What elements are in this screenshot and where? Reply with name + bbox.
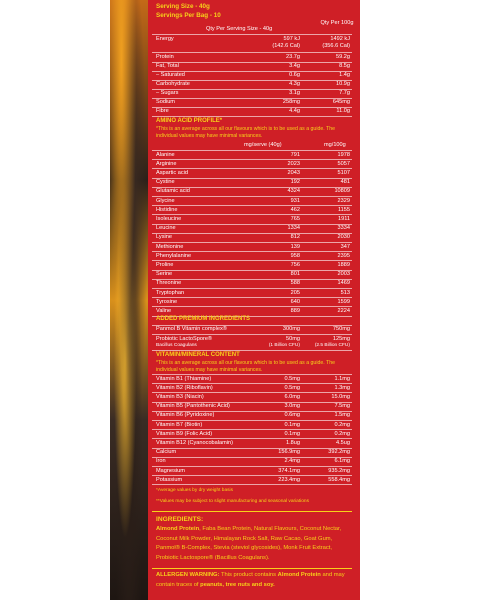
row-label: Vitamin B12 (Cyanocobalamin) (156, 439, 234, 446)
value-per-serving: 588 (290, 280, 300, 287)
vitamin-row (152, 430, 352, 439)
allergen-label: ALLERGEN WARNING: (156, 572, 220, 578)
amino-row (152, 215, 352, 224)
nip-header-100g: Qty Per 100g (320, 20, 354, 26)
value-per-serving: 0.6g (289, 72, 300, 78)
vitamin-row (152, 393, 352, 402)
row-label: Phenylalanine (156, 252, 192, 259)
amino-row (152, 233, 352, 242)
value-per-serving: 192 (290, 179, 300, 186)
value-per-100g: 10809 (334, 188, 350, 195)
value-per-100g: 481 (340, 179, 350, 186)
value-per-100g: 513 (340, 289, 350, 296)
amino-header-100g: mg/100g (324, 142, 346, 148)
value-per-serving: 223.4mg (278, 476, 300, 483)
row-label: Aspartic acid (156, 169, 189, 176)
amino-row (152, 298, 352, 307)
amino-row (152, 270, 352, 279)
value-per-100g: 6.1mg (334, 458, 350, 465)
value-per-serving: 756 (290, 261, 300, 268)
premium-label: Probiotic LactoSpore® (156, 336, 213, 342)
product-photo-strip (110, 0, 148, 600)
value-per-serving: 258mg (282, 99, 300, 105)
value-per-100g: 935.2mg (328, 467, 350, 474)
value-per-serving: 0.1mg (284, 430, 300, 437)
value-per-serving: 597 kJ (283, 36, 300, 42)
row-label: Vitamin B7 (Biotin) (156, 421, 203, 428)
ingredients-text (156, 525, 354, 563)
nutrition-row (152, 71, 352, 80)
nutrient-label: Energy (156, 36, 174, 42)
value-per-serving: 3.0mg (284, 403, 300, 410)
vitamin-title: VITAMIN/MINERAL CONTENT (156, 352, 240, 358)
value-per-100g: 7.5mg (334, 403, 350, 410)
premium-row (152, 325, 352, 334)
value-per-serving: 156.9mg (278, 449, 300, 456)
row-label: Threonine (156, 280, 182, 287)
value-per-100g: 11.0g (336, 108, 350, 114)
value-per-100g: 5057 (337, 160, 350, 167)
value-per-serving: 0.5mg (284, 375, 300, 382)
row-label: Vitamin B5 (Pantothenic Acid) (156, 403, 230, 410)
ingredient-list: , Faba Bean Protein, Natural Flavours, Coconut Nectar, Coconut Milk Powder, Himalayan Rock Salt, Raw Cacao, Goat Gum, Panmol® B-Complex, Stevia (steviol glycosides), Monk Fruit Extract, Probiotic Lactospore® (Bacillus Coagulans). (156, 526, 342, 561)
serving-size: Serving Size - 40g (156, 3, 210, 10)
nutrient-label: Carbohydrate (156, 81, 190, 87)
vitamin-row (152, 375, 352, 384)
value-per-100g: 15.0mg (331, 393, 350, 400)
value-per-100g: 645mg (332, 99, 350, 105)
value-per-serving: 640 (290, 298, 300, 305)
value-per-100g: 0.2mg (334, 430, 350, 437)
value-per-serving: 931 (290, 197, 300, 204)
value-per-serving: 374.1mg (278, 467, 300, 474)
value-per-100g: 347 (340, 243, 350, 250)
divider (152, 116, 352, 117)
value-per-100g: 1.4g (339, 72, 350, 78)
amino-row (152, 224, 352, 233)
value-per-serving: 801 (290, 271, 300, 278)
value-per-100g: 1155 (337, 206, 350, 213)
value-per-100g: 1978 (337, 151, 350, 158)
value-per-serving: 2043 (287, 169, 300, 176)
value-per-serving: 889 (290, 307, 300, 314)
premium-row-sub (152, 341, 352, 350)
value-per-serving: 958 (290, 252, 300, 259)
value-per-serving: 1.8ug (286, 439, 300, 446)
row-label: Vitamin B2 (Riboflavin) (156, 384, 213, 391)
row-label: Glycine (156, 197, 175, 204)
amino-row (152, 279, 352, 288)
value-per-serving: 139 (290, 243, 300, 250)
servings-per-bag: Servings Per Bag - 10 (156, 12, 221, 19)
value-per-100g: 1469 (337, 280, 350, 287)
row-label: Glutamic acid (156, 188, 190, 195)
nutrition-row (152, 89, 352, 98)
ingredient-highlight: Almond Protein (156, 526, 200, 532)
value-per-serving: 3.4g (289, 63, 300, 69)
value-per-100g: 125mg (332, 336, 350, 342)
footnote-variation: **Values may be subject to slight manufacturing and seasonal variations (156, 499, 309, 504)
nutrient-label: Sodium (156, 99, 175, 105)
amino-header-serving: mg/serve (40g) (244, 142, 282, 148)
value-per-100g: 1.1mg (334, 375, 350, 382)
amino-row (152, 197, 352, 206)
amino-title: AMINO ACID PROFILE* (156, 118, 223, 124)
value-per-100g: 3334 (337, 225, 350, 232)
premium-title: ADDED PREMIUM INGREDIENTS (156, 316, 251, 322)
amino-row (152, 187, 352, 196)
value-per-100g: 1.5mg (334, 412, 350, 419)
value-per-100g: 10.9g (336, 81, 350, 87)
value-per-100g: 2003 (337, 271, 350, 278)
row-label: Serine (156, 271, 173, 278)
row-label: Magnesium (156, 467, 185, 474)
row-label: Iron (156, 458, 166, 465)
value-per-100g: 7.7g (339, 90, 350, 96)
divider (152, 568, 352, 569)
value-per-100g: 392.2mg (328, 449, 350, 456)
nutrient-label: Fat, Total (156, 63, 179, 69)
allergen-text: This product contains (219, 572, 278, 578)
value-per-serving: 6.0mg (284, 393, 300, 400)
amino-row (152, 169, 352, 178)
value-per-serving: 2023 (287, 160, 300, 167)
row-label: Potassium (156, 476, 183, 483)
value-per-100g: 2224 (337, 307, 350, 314)
amino-row (152, 178, 352, 187)
ingredients-title: INGREDIENTS: (156, 516, 204, 523)
row-label: Vitamin B3 (Niacin) (156, 393, 204, 400)
footnote-average: *Average values by dry weight basis (156, 488, 233, 493)
value-per-serving: 4324 (287, 188, 300, 195)
nip-header-serving: Qty Per Serving Size - 40g (206, 26, 273, 32)
row-label: Tryptophan (156, 289, 185, 296)
value-per-serving: 462 (290, 206, 300, 213)
row-label: Valine (156, 307, 172, 314)
value-per-100g: (356.6 Cal) (322, 43, 350, 49)
vitamin-row (152, 448, 352, 457)
nutrition-row (152, 107, 352, 116)
row-label: Calcium (156, 449, 177, 456)
value-per-100g: 1911 (337, 215, 350, 222)
allergen-highlight: peanuts, tree nuts and soy. (200, 581, 275, 588)
value-per-100g: 2395 (337, 252, 350, 259)
amino-row (152, 289, 352, 298)
value-per-100g: 59.2g (336, 54, 350, 60)
divider (152, 511, 352, 512)
nutrition-row (152, 98, 352, 107)
vitamin-row (152, 384, 352, 393)
nutrition-row (152, 62, 352, 71)
amino-row (152, 307, 352, 316)
value-per-serving: (1 Billion CFU) (268, 343, 300, 348)
value-per-100g: 2030 (337, 234, 350, 241)
row-label: Arginine (156, 160, 177, 167)
value-per-100g: 558.4mg (328, 476, 350, 483)
vitamin-row (152, 421, 352, 430)
row-label: Cystine (156, 179, 175, 186)
row-label: Vitamin B6 (Pyridoxine) (156, 412, 215, 419)
divider (152, 484, 352, 485)
amino-row (152, 261, 352, 270)
value-per-serving: 2.4mg (284, 458, 300, 465)
row-label: Methionine (156, 243, 184, 250)
value-per-100g: 4.5ug (336, 439, 350, 446)
vitamin-row (152, 476, 352, 485)
value-per-serving: 300mg (282, 326, 300, 332)
value-per-serving: 4.3g (289, 81, 300, 87)
value-per-100g: 750mg (332, 326, 350, 332)
amino-row (152, 243, 352, 252)
value-per-100g: 0.2mg (334, 421, 350, 428)
vitamin-row (152, 402, 352, 411)
nutrition-panel (148, 0, 360, 600)
value-per-serving: 23.7g (286, 54, 300, 60)
row-label: Vitamin B9 (Folic Acid) (156, 430, 213, 437)
vitamin-row (152, 467, 352, 476)
nutrition-row-sub (152, 42, 352, 51)
allergen-highlight: Almond Protein (277, 572, 321, 578)
premium-label: Panmol B Vitamin complex® (156, 326, 227, 332)
value-per-100g: 1.3mg (334, 384, 350, 391)
value-per-serving: 50mg (286, 336, 300, 342)
nutrient-label: – Saturated (156, 72, 185, 78)
amino-row (152, 206, 352, 215)
value-per-100g: 1889 (337, 261, 350, 268)
value-per-serving: 0.1mg (284, 421, 300, 428)
value-per-serving: 3.1g (289, 90, 300, 96)
value-per-100g: 1492 kJ (330, 36, 350, 42)
vitamin-row (152, 457, 352, 466)
value-per-serving: 0.6mg (284, 412, 300, 419)
value-per-100g: 8.5g (339, 63, 350, 69)
nutrient-label: Protein (156, 54, 174, 60)
amino-row (152, 160, 352, 169)
value-per-100g: 2329 (337, 197, 350, 204)
row-label: Isoleucine (156, 215, 182, 222)
row-label: Leucine (156, 225, 176, 232)
premium-label-sub: Bacillus Coagulans (156, 343, 197, 348)
value-per-serving: 765 (290, 215, 300, 222)
allergen-text: and may contain traces of (156, 572, 345, 588)
divider (152, 350, 352, 351)
value-per-serving: 791 (290, 151, 300, 158)
row-label: Histidine (156, 206, 178, 213)
value-per-serving: 0.5mg (284, 384, 300, 391)
row-label: Alanine (156, 151, 175, 158)
nutrition-row (152, 53, 352, 62)
row-label: Vitamin B1 (Thiamine) (156, 375, 212, 382)
row-label: Proline (156, 261, 174, 268)
nutrient-label: Fibre (156, 108, 169, 114)
value-per-100g: (2.5 Billion CFU) (314, 343, 350, 348)
value-per-100g: 5107 (337, 169, 350, 176)
amino-note: *This is an average across all our flavours which is to be used as a guide. The individual values may have minimal variances. (156, 126, 335, 139)
vitamin-row (152, 411, 352, 420)
nutrient-label: – Sugars (156, 90, 179, 96)
vitamin-note: *This is an average across all our flavours which is to be used as a guide. The individual values may have minimal variances. (156, 360, 335, 373)
value-per-serving: 812 (290, 234, 300, 241)
vitamin-row (152, 439, 352, 448)
amino-row (152, 252, 352, 261)
value-per-serving: 1334 (287, 225, 300, 232)
allergen-warning (156, 571, 354, 590)
value-per-serving: 4.4g (289, 108, 300, 114)
row-label: Tyrosine (156, 298, 178, 305)
value-per-serving: 205 (290, 289, 300, 296)
value-per-serving: (142.6 Cal) (272, 43, 300, 49)
value-per-100g: 1599 (337, 298, 350, 305)
amino-row (152, 151, 352, 160)
nutrition-row (152, 80, 352, 89)
row-label: Lysine (156, 234, 172, 241)
